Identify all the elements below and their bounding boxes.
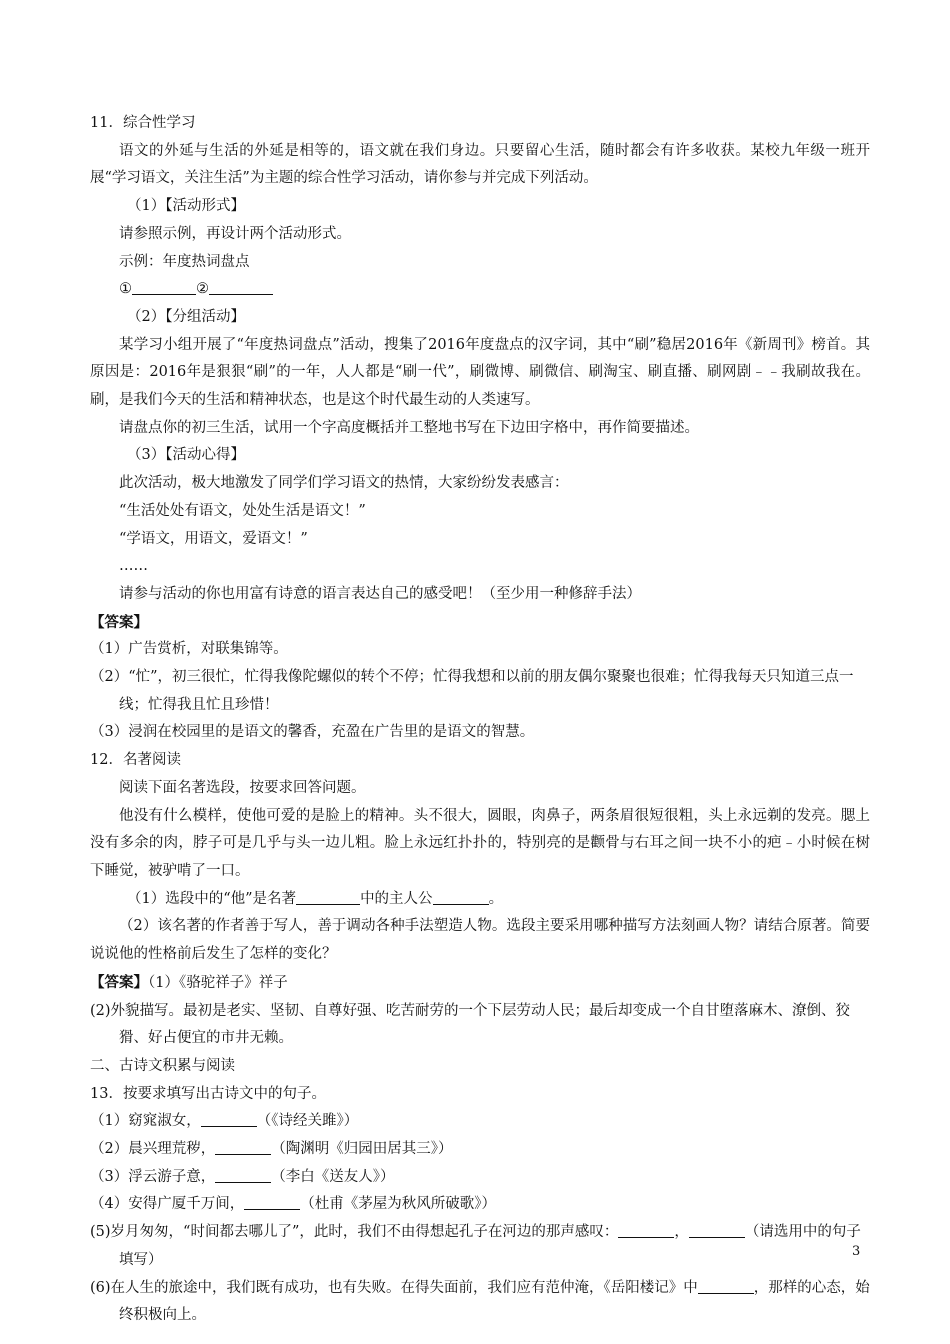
poem-line-6: (6)在人生的旅途中，我们既有成功，也有失败。在得失面前，我们应有范仲淹，《岳阳楼记》中 ，那样的心态，始终积极向上。 xyxy=(90,1279,870,1324)
poem-blank-3[interactable] xyxy=(215,1167,271,1183)
book-title-blank[interactable] xyxy=(296,889,360,905)
answer-label-11: 【答案】 xyxy=(90,613,148,631)
poem-line-3: （3）浮云游子意， （李白《送友人》） xyxy=(90,1168,395,1185)
part-1-blanks: ① ② xyxy=(90,276,870,304)
part-1-example: 示例：年度热词盘点 xyxy=(119,253,250,270)
poem-blank-4[interactable] xyxy=(244,1195,300,1211)
poem-line-4: （4）安得广厦千万间， （杜甫《茅屋为秋风所破歌》） xyxy=(90,1196,496,1213)
answer-12-1: 【答案】（1）《骆驼祥子》祥子 xyxy=(90,973,288,991)
part-2-label: （2）【分组活动】 xyxy=(127,308,245,325)
quote-2: “学语文，用语文，爱语文！” xyxy=(119,530,308,547)
question-13-title: 13．按要求填写出古诗文中的句子。 xyxy=(90,1085,326,1102)
question-12-passage: 他没有什么模样，使他可爱的是脸上的精神。头不很大，圆眼，肉鼻子，两条眉很短很粗，头上永远剃的发亮。腮上没有多余的肉，脖子可是几乎与头一边儿粗。脸上永远红扑扑的，特别亮的是颧骨与右耳之间一块不小的疤﹣小时候在树下睡觉，被驴啃了一口。 xyxy=(90,807,870,879)
poem-line-5: (5)岁月匆匆，“时间都去哪儿了”，此时，我们不由得想起孔子在河边的那声感叹： ， （请选用中的句子填写） xyxy=(90,1224,861,1268)
question-11-intro: 语文的外延与生活的外延是相等的，语文就在我们身边。只要留心生活，随时都会有许多收获。某校九年级一班开展“学习语文，关注生活”为主题的综合性学习活动，请你参与并完成下列活动。 xyxy=(90,142,870,187)
part-2-text: 某学习小组开展了“年度热词盘点”活动，搜集了2016年度盘点的汉字词，其中“刷”稳居2016年《新周刊》榜首。其原因是：2016年是狠狠“刷”的一年，人人都是“刷一代”，刷微博、刷微信、刷淘宝、刷直播、刷网剧﹣﹣我刷故我在。刷，是我们今天的生活和精神状态，也是这个时代最生动的人类速写。 xyxy=(90,336,870,409)
part-1-label: （1）【活动形式】 xyxy=(127,198,245,215)
part-3-label: （3）【活动心得】 xyxy=(127,447,245,464)
poem-line-1: （1）窈窕淑女， （《诗经关雎》） xyxy=(90,1113,359,1130)
question-11-title: 11．综合性学习 xyxy=(90,115,196,131)
part-1-requirement: 请参照示例，再设计两个活动形式。 xyxy=(119,225,351,242)
part-2-requirement: 请盘点你的初三生活，试用一个字高度概括并工整地书写在下边田字格中，再作简要描述。 xyxy=(119,419,699,436)
poem-blank-5a[interactable] xyxy=(618,1223,674,1239)
answer-blank-2[interactable] xyxy=(209,280,273,296)
poem-line-2: （2）晨兴理荒秽， （陶渊明《归园田居其三》） xyxy=(90,1141,453,1158)
poem-blank-5b[interactable] xyxy=(689,1223,745,1239)
ellipsis: …… xyxy=(119,558,148,575)
protagonist-blank[interactable] xyxy=(433,889,489,905)
question-12-title: 12．名著阅读 xyxy=(90,752,181,769)
answer-blank-1[interactable] xyxy=(132,280,196,296)
answer-12-2: (2)外貌描写。最初是老实、坚韧、自尊好强、吃苦耐劳的一个下层劳动人民；最后却变成一个自甘堕落麻木、潦倒、狡猾、好占便宜的市井无赖。 xyxy=(90,1002,851,1047)
page-number: 3 xyxy=(852,1244,861,1259)
quote-1: “生活处处有语文，处处生活是语文！” xyxy=(119,502,366,519)
page-content xyxy=(90,110,870,1330)
answer-11-2: （2）“忙”，初三很忙，忙得我像陀螺似的转个不停；忙得我想和以前的朋友偶尔聚聚也很难；忙得我每天只知道三点一线；忙得我且忙且珍惜！ xyxy=(90,669,854,713)
poem-blank-1[interactable] xyxy=(201,1112,257,1128)
part-3-requirement: 请参与活动的你也用富有诗意的语言表达自己的感受吧！（至少用一种修辞手法） xyxy=(119,585,641,602)
question-12-requirement: 阅读下面名著选段，按要求回答问题。 xyxy=(119,779,366,796)
poem-blank-6[interactable] xyxy=(698,1278,754,1294)
part-3-text: 此次活动，极大地激发了同学们学习语文的热情，大家纷纷发表感言： xyxy=(119,475,569,492)
poem-blank-2[interactable] xyxy=(215,1140,271,1156)
answer-11-1: （1）广告赏析，对联集锦等。 xyxy=(90,641,288,658)
section-2-title: 二、古诗文积累与阅读 xyxy=(90,1057,235,1074)
question-12-part-2: （2）该名著的作者善于写人，善于调动各种手法塑造人物。选段主要采用哪种描写方法刻画人物？请结合原著。简要说说他的性格前后发生了怎样的变化？ xyxy=(90,918,870,963)
answer-11-3: （3）浸润在校园里的是语文的馨香，充盈在广告里的是语文的智慧。 xyxy=(90,724,535,741)
question-12-part-1: （1）选段中的“他”是名著 中的主人公 。 xyxy=(127,890,504,907)
